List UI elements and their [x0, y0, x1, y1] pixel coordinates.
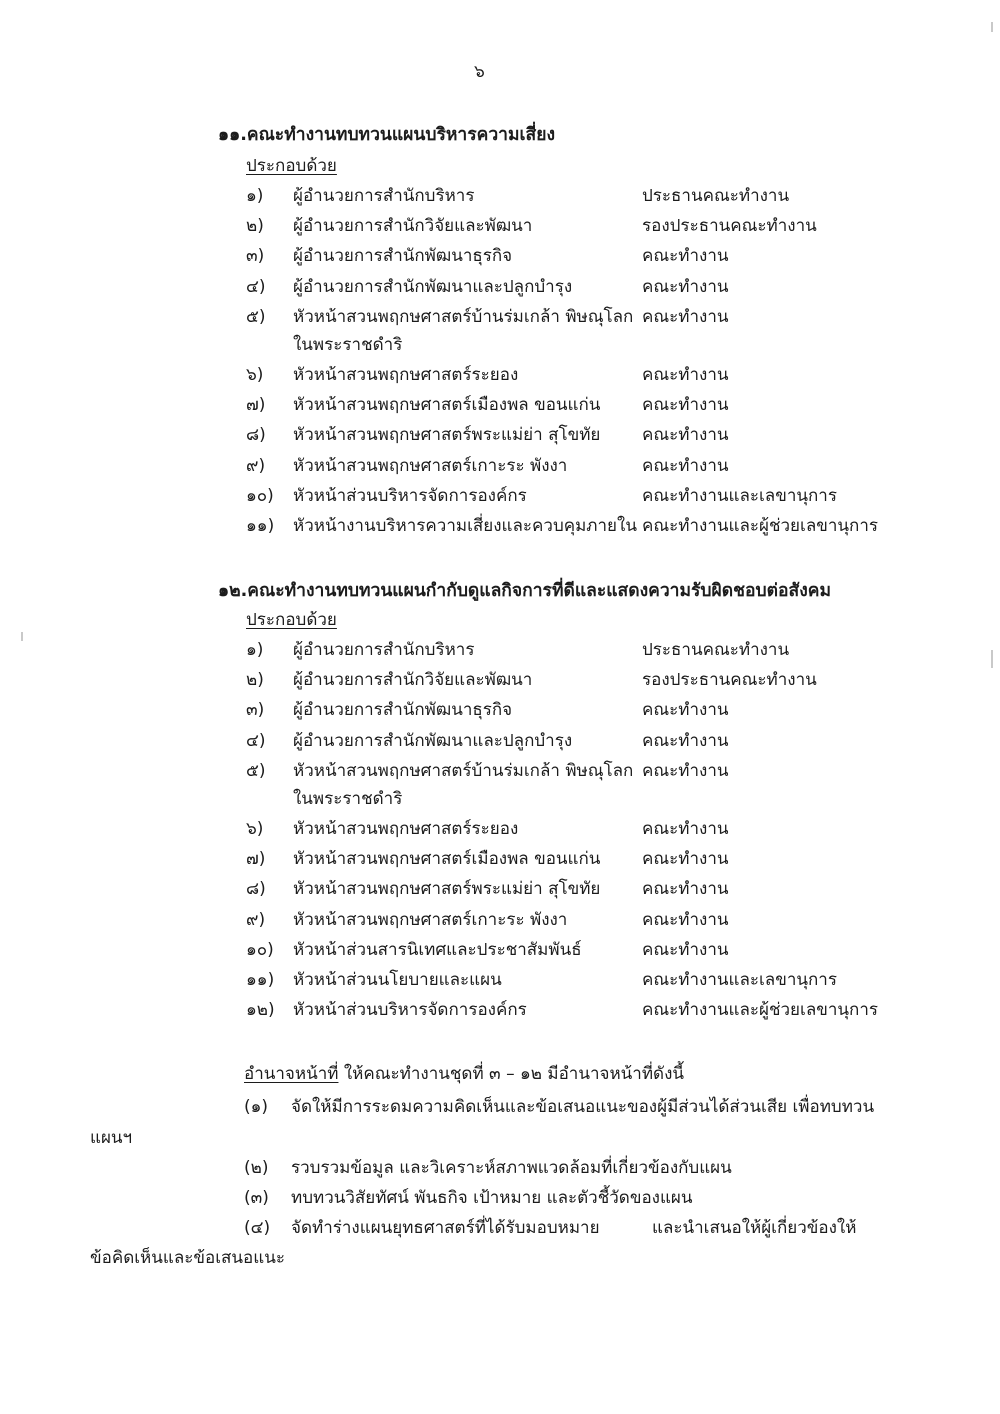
- page-number: ๖: [474, 62, 485, 82]
- member-role: คณะทำงานและเลขานุการ: [642, 970, 837, 990]
- member-role: คณะทำงาน: [642, 879, 729, 900]
- member-number: ๔): [246, 730, 266, 751]
- member-name: ผู้อำนวยการสำนักพัฒนาธุรกิจ: [293, 700, 513, 721]
- duty-number: (๔): [244, 1218, 271, 1238]
- member-number: ๘): [246, 425, 266, 446]
- section-11-heading: ๑๑.คณะทำงานทบทวนแผนบริหารความเสี่ยง: [218, 125, 555, 145]
- section-11-subheading: ประกอบด้วย: [246, 156, 337, 176]
- member-role: คณะทำงานและผู้ช่วยเลขานุการ: [642, 516, 878, 536]
- duties-title: อำนาจหน้าที่: [244, 1064, 339, 1084]
- member-name: หัวหน้าส่วนบริหารจัดการองค์กร: [293, 1000, 527, 1021]
- duty-text: รวบรวมข้อมูล และวิเคราะห์สภาพแวดล้อมที่เกี่ยวข้องกับแผน: [291, 1158, 732, 1178]
- duties-intro: ให้คณะทำงานชุดที่ ๓ – ๑๒ มีอำนาจหน้าที่ดังนี้: [338, 1064, 685, 1084]
- member-name: หัวหน้าส่วนสารนิเทศและประชาสัมพันธ์: [293, 939, 582, 960]
- member-number: ๘): [246, 879, 266, 900]
- member-role: คณะทำงาน: [642, 730, 729, 751]
- member-name: หัวหน้าสวนพฤกษศาสตร์เมืองพล ขอนแก่น: [293, 849, 601, 870]
- member-role: รองประธานคณะทำงาน: [642, 670, 817, 691]
- section-12-heading: ๑๒.คณะทำงานทบทวนแผนกำกับดูแลกิจการที่ดีและแสดงความรับผิดชอบต่อสังคม: [218, 581, 831, 601]
- member-number: ๑): [246, 186, 264, 206]
- member-number: ๖): [246, 365, 264, 385]
- member-name: ผู้อำนวยการสำนักวิจัยและพัฒนา: [293, 670, 533, 691]
- member-name: ผู้อำนวยการสำนักพัฒนาและปลูกบำรุง: [293, 730, 573, 751]
- member-number: ๗): [246, 395, 266, 416]
- duty-text-continued: และนำเสนอให้ผู้เกี่ยวข้องให้: [652, 1218, 857, 1238]
- scan-mark: [21, 632, 23, 641]
- member-role: คณะทำงาน: [642, 395, 729, 416]
- member-role: คณะทำงานและเลขานุการ: [642, 485, 837, 506]
- member-name: ผู้อำนวยการสำนักวิจัยและพัฒนา: [293, 216, 533, 237]
- member-number: ๕): [246, 306, 266, 327]
- member-number: ๙): [246, 455, 266, 476]
- member-number: ๔): [246, 276, 266, 297]
- member-name: หัวหน้าสวนพฤกษศาสตร์ระยอง: [293, 819, 519, 839]
- member-name: ผู้อำนวยการสำนักพัฒนาและปลูกบำรุง: [293, 276, 573, 297]
- member-name: หัวหน้าสวนพฤกษศาสตร์พระแม่ย่า สุโขทัย: [293, 879, 601, 900]
- scan-mark: [991, 650, 993, 668]
- member-role: คณะทำงาน: [642, 849, 729, 870]
- member-role: คณะทำงาน: [642, 276, 729, 297]
- member-role: คณะทำงาน: [642, 700, 729, 721]
- member-number: ๖): [246, 819, 264, 839]
- member-role: คณะทำงาน: [642, 425, 729, 446]
- member-role: คณะทำงาน: [642, 455, 729, 476]
- member-role: ประธานคณะทำงาน: [642, 640, 790, 660]
- section-12-subheading: ประกอบด้วย: [246, 610, 337, 630]
- member-name: หัวหน้างานบริหารความเสี่ยงและควบคุมภายใน: [293, 516, 637, 536]
- member-role: คณะทำงาน: [642, 939, 729, 960]
- member-name: หัวหน้าส่วนนโยบายและแผน: [293, 970, 502, 990]
- member-role: คณะทำงาน: [642, 819, 729, 839]
- scan-mark: [991, 22, 993, 32]
- member-name: หัวหน้าสวนพฤกษศาสตร์ระยอง: [293, 365, 519, 385]
- duty-number: (๑): [244, 1097, 269, 1117]
- member-name: หัวหน้าสวนพฤกษศาสตร์เกาะระ พังงา: [293, 455, 568, 476]
- member-name-continued: ในพระราชดำริ: [293, 334, 403, 355]
- member-role: คณะทำงาน: [642, 760, 729, 781]
- member-name-continued: ในพระราชดำริ: [293, 788, 403, 809]
- duty-number: (๓): [244, 1188, 269, 1208]
- member-role: คณะทำงาน: [642, 306, 729, 327]
- member-number: ๓): [246, 700, 265, 721]
- duty-continuation: แผนฯ: [90, 1128, 133, 1148]
- member-role: คณะทำงาน: [642, 365, 729, 385]
- member-role: คณะทำงาน: [642, 246, 729, 267]
- member-number: ๕): [246, 760, 266, 781]
- member-number: ๒): [246, 216, 264, 237]
- member-name: หัวหน้าสวนพฤกษศาสตร์บ้านร่มเกล้า พิษณุโลก: [293, 306, 634, 327]
- member-role: คณะทำงานและผู้ช่วยเลขานุการ: [642, 1000, 878, 1021]
- member-name: ผู้อำนวยการสำนักพัฒนาธุรกิจ: [293, 246, 513, 267]
- duty-text: ทบทวนวิสัยทัศน์ พันธกิจ เป้าหมาย และตัวชี้วัดของแผน: [291, 1188, 693, 1208]
- member-name: ผู้อำนวยการสำนักบริหาร: [293, 186, 475, 206]
- member-number: ๑๒): [246, 1000, 275, 1021]
- member-name: ผู้อำนวยการสำนักบริหาร: [293, 640, 475, 660]
- duty-text: จัดทำร่างแผนยุทธศาสตร์ที่ได้รับมอบหมาย: [291, 1218, 600, 1238]
- duties-paragraph: [244, 1060, 684, 1087]
- duty-text: จัดให้มีการระดมความคิดเห็นและข้อเสนอแนะของผู้มีส่วนได้ส่วนเสีย เพื่อทบทวน: [291, 1097, 875, 1117]
- member-number: ๓): [246, 246, 265, 267]
- member-name: หัวหน้าสวนพฤกษศาสตร์บ้านร่มเกล้า พิษณุโลก: [293, 760, 634, 781]
- member-role: คณะทำงาน: [642, 909, 729, 930]
- member-number: ๑๐): [246, 939, 274, 960]
- member-role: รองประธานคณะทำงาน: [642, 216, 817, 237]
- member-number: ๒): [246, 670, 264, 691]
- duty-continuation: ข้อคิดเห็นและข้อเสนอแนะ: [90, 1248, 285, 1268]
- member-name: หัวหน้าสวนพฤกษศาสตร์เมืองพล ขอนแก่น: [293, 395, 601, 416]
- member-number: ๑๐): [246, 485, 274, 506]
- member-number: ๑): [246, 640, 264, 660]
- member-number: ๑๑): [246, 516, 275, 536]
- member-name: หัวหน้าส่วนบริหารจัดการองค์กร: [293, 485, 527, 506]
- member-number: ๑๑): [246, 970, 275, 990]
- member-name: หัวหน้าสวนพฤกษศาสตร์เกาะระ พังงา: [293, 909, 568, 930]
- member-role: ประธานคณะทำงาน: [642, 186, 790, 206]
- member-name: หัวหน้าสวนพฤกษศาสตร์พระแม่ย่า สุโขทัย: [293, 425, 601, 446]
- member-number: ๙): [246, 909, 266, 930]
- duty-number: (๒): [244, 1158, 269, 1178]
- member-number: ๗): [246, 849, 266, 870]
